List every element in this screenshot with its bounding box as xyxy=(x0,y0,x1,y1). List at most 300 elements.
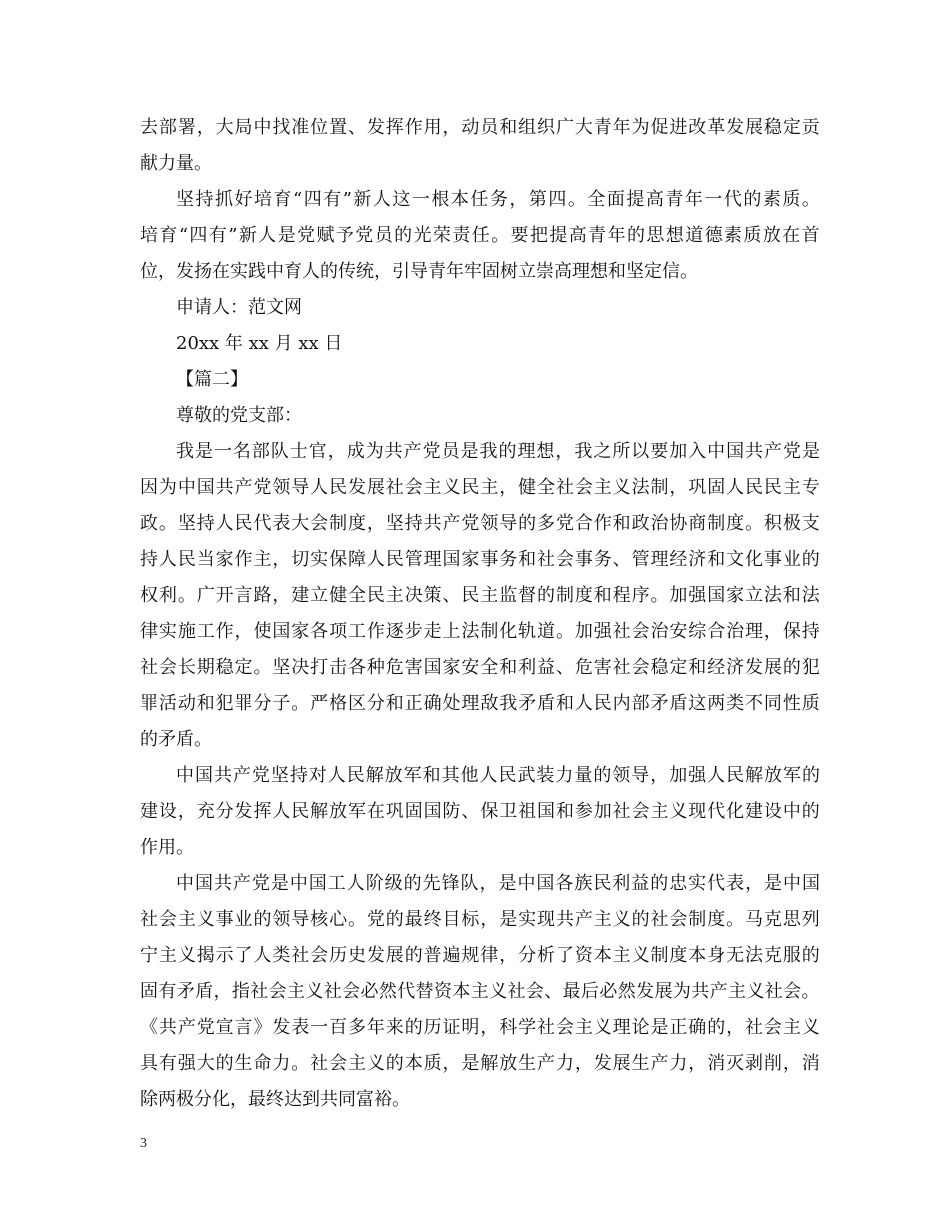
text-glyph: 宁 xyxy=(140,945,158,966)
text-glyph: 是 xyxy=(461,1053,480,1074)
text-glyph: 党 xyxy=(251,873,270,894)
text-glyph: 然 xyxy=(378,981,397,1002)
text-glyph: ， xyxy=(442,117,461,138)
text-glyph: 的 xyxy=(801,801,820,822)
text-glyph: 建 xyxy=(291,585,310,606)
text-glyph: 位 xyxy=(310,117,329,138)
text-glyph: 格 xyxy=(329,693,348,714)
text-glyph: 力 xyxy=(555,1053,574,1074)
text-glyph: 全 xyxy=(587,189,606,210)
text-glyph: 共 xyxy=(213,873,232,894)
text-glyph: 产 xyxy=(764,441,783,462)
text-glyph: 国 xyxy=(194,873,213,894)
text-glyph: 生 xyxy=(518,1053,537,1074)
text-glyph: 会 xyxy=(310,945,329,966)
text-glyph: 贡 xyxy=(801,117,820,138)
text-glyph: 改 xyxy=(688,117,707,138)
text-glyph: 学 xyxy=(518,1017,537,1038)
text-glyph: 社 xyxy=(291,945,310,966)
text-glyph: 盾 xyxy=(195,981,214,1002)
text-glyph: 施 xyxy=(177,621,196,642)
text-glyph: 的 xyxy=(801,549,820,570)
text-glyph: “ xyxy=(178,225,189,246)
text-glyph: 和 xyxy=(499,117,518,138)
text-glyph: 建 xyxy=(745,801,763,822)
text-glyph: 主 xyxy=(158,945,177,966)
text-glyph: 理 xyxy=(423,549,442,570)
text-glyph: 坚 xyxy=(385,513,404,534)
text-glyph: 经 xyxy=(669,549,688,570)
text-glyph: 部 xyxy=(158,117,177,138)
text-glyph: 主 xyxy=(574,1017,593,1038)
text-glyph: 主 xyxy=(470,981,489,1002)
text-glyph: 作 xyxy=(234,549,253,570)
paragraph-start-line xyxy=(140,182,820,218)
text-line xyxy=(140,650,820,686)
text-line xyxy=(140,1046,820,1082)
text-glyph: 会 xyxy=(158,909,177,930)
text-glyph: 发 xyxy=(347,477,366,498)
text-glyph: 发 xyxy=(272,1017,291,1038)
text-glyph: ， xyxy=(688,1053,707,1074)
text-glyph: 法 xyxy=(745,945,763,966)
text-glyph: 命 xyxy=(253,1053,272,1074)
text-glyph: 制 xyxy=(650,945,669,966)
text-glyph: 子 xyxy=(272,693,291,714)
text-glyph: 导 xyxy=(631,765,650,786)
text-glyph: 的 xyxy=(593,765,612,786)
text-glyph: 培 xyxy=(254,189,272,210)
text-glyph: 加 xyxy=(669,441,688,462)
text-glyph: 为 xyxy=(631,117,650,138)
paragraph-start-line xyxy=(140,866,820,902)
text-glyph: 产 xyxy=(234,477,253,498)
text-glyph: 共 xyxy=(384,441,403,462)
text-glyph: 科 xyxy=(499,1017,518,1038)
text-glyph: 政 xyxy=(140,513,158,534)
text-glyph: 宣 xyxy=(215,1017,234,1038)
text-glyph: 和 xyxy=(688,657,707,678)
text-glyph: 产 xyxy=(232,765,251,786)
text-glyph: 多 xyxy=(537,513,556,534)
text-glyph: 管 xyxy=(631,549,650,570)
text-glyph: 制 xyxy=(329,513,348,534)
text-glyph: 历 xyxy=(423,1017,442,1038)
text-line xyxy=(140,938,820,974)
text-glyph: 各 xyxy=(555,873,574,894)
text-glyph: 工 xyxy=(327,873,346,894)
text-glyph: 军 xyxy=(783,765,801,786)
text-glyph: ， xyxy=(480,1017,499,1038)
text-glyph: 、 xyxy=(442,585,461,606)
text-glyph: ， xyxy=(479,873,498,894)
text-line xyxy=(140,542,820,578)
text-glyph: 挥 xyxy=(253,801,272,822)
text-glyph: 代 xyxy=(723,189,742,210)
text-glyph: 强 xyxy=(688,585,707,606)
text-glyph: 思 xyxy=(782,909,801,930)
text-glyph: 长 xyxy=(177,657,196,678)
text-glyph: 盾 xyxy=(537,693,556,714)
text-glyph: 所 xyxy=(612,441,631,462)
text-glyph: 我 xyxy=(176,441,194,462)
text-glyph: 分 xyxy=(215,801,234,822)
text-glyph: 予 xyxy=(335,225,354,246)
text-glyph: 在 xyxy=(366,801,385,822)
text-glyph: 保 xyxy=(480,801,499,822)
text-glyph: 程 xyxy=(612,585,631,606)
text-glyph: 。 xyxy=(555,621,574,642)
text-glyph: 来 xyxy=(385,1017,404,1038)
text-glyph: 务 xyxy=(499,549,518,570)
text-glyph: 。 xyxy=(347,909,366,930)
text-glyph: 步 xyxy=(404,621,423,642)
text-glyph: 民 xyxy=(498,765,517,786)
text-line: 作用。 xyxy=(140,837,194,858)
text-glyph: 民 xyxy=(346,765,365,786)
text-glyph: 历 xyxy=(329,945,348,966)
text-glyph: 百 xyxy=(329,1017,348,1038)
text-glyph: 持 xyxy=(195,189,214,210)
text-glyph: 多 xyxy=(347,1017,366,1038)
text-glyph: 实 xyxy=(310,549,329,570)
text-glyph: 的 xyxy=(403,873,422,894)
text-glyph: 法 xyxy=(631,477,650,498)
text-glyph: 正 xyxy=(404,693,423,714)
text-glyph: 青 xyxy=(665,189,684,210)
text-glyph: 会 xyxy=(525,981,544,1002)
text-glyph: 本 xyxy=(593,945,612,966)
text-glyph: 主 xyxy=(347,1053,366,1074)
text-glyph: 治 xyxy=(650,513,669,534)
text-glyph: 策 xyxy=(423,585,442,606)
text-glyph: 持 xyxy=(289,765,308,786)
text-glyph: 业 xyxy=(782,549,801,570)
text-glyph: 定 xyxy=(669,657,688,678)
text-glyph: 化 xyxy=(745,549,763,570)
text-glyph: 国 xyxy=(442,549,461,570)
text-glyph: 最 xyxy=(562,981,581,1002)
text-glyph: 律 xyxy=(480,945,499,966)
text-glyph: 中 xyxy=(517,873,536,894)
text-glyph: 力 xyxy=(555,765,574,786)
text-glyph: 是 xyxy=(277,225,296,246)
text-glyph: 。 xyxy=(491,225,510,246)
text-glyph: 人 xyxy=(372,189,391,210)
text-glyph: 主 xyxy=(782,1017,801,1038)
text-glyph: 不 xyxy=(745,693,763,714)
text-glyph: 有 xyxy=(158,1053,177,1074)
text-glyph: 度 xyxy=(669,945,688,966)
text-glyph: 。 xyxy=(567,189,586,210)
text-glyph: 生 xyxy=(631,1053,650,1074)
text-glyph: 去 xyxy=(140,117,158,138)
text-glyph: 找 xyxy=(272,117,291,138)
text-glyph: 事 xyxy=(480,549,499,570)
text-glyph: 普 xyxy=(423,945,442,966)
text-glyph: 本 xyxy=(688,945,707,966)
text-glyph: 本 xyxy=(450,189,469,210)
text-glyph: 素 xyxy=(724,225,742,246)
text-glyph: 社 xyxy=(612,657,631,678)
text-glyph: 动 xyxy=(177,693,196,714)
text-glyph: 巩 xyxy=(688,477,707,498)
text-glyph: 我 xyxy=(479,441,498,462)
text-glyph: 质 xyxy=(801,693,820,714)
text-glyph: 矛 xyxy=(650,693,669,714)
text-glyph: 社 xyxy=(537,1017,556,1038)
text-glyph: 士 xyxy=(289,441,308,462)
text-glyph: 正 xyxy=(669,1017,688,1038)
text-glyph: 共 xyxy=(158,1017,177,1038)
text-glyph: 犯 xyxy=(801,657,820,678)
text-glyph: 社 xyxy=(140,657,158,678)
text-line: 献力量。 xyxy=(140,153,212,174)
text-glyph: 和 xyxy=(499,657,518,678)
text-glyph: 民 xyxy=(234,513,253,534)
text-glyph: 消 xyxy=(801,1053,820,1074)
text-glyph: 的 xyxy=(650,873,669,894)
text-glyph: 队 xyxy=(270,441,289,462)
text-glyph: 高 xyxy=(568,225,587,246)
text-glyph: 义 xyxy=(669,801,688,822)
text-glyph: 放 xyxy=(764,765,783,786)
text-glyph: 是 xyxy=(194,441,213,462)
text-glyph: 稳 xyxy=(215,657,234,678)
text-glyph: 社 xyxy=(385,477,404,498)
text-glyph: 然 xyxy=(617,981,636,1002)
text-glyph: 度 xyxy=(347,513,366,534)
text-glyph: 的 xyxy=(801,765,820,786)
text-glyph: 党 xyxy=(422,441,441,462)
text-glyph: 。 xyxy=(177,585,196,606)
text-glyph: 放 xyxy=(384,765,403,786)
text-glyph: 理 xyxy=(745,621,763,642)
text-glyph: 生 xyxy=(234,1053,253,1074)
text-glyph: 官 xyxy=(308,441,327,462)
text-glyph: 逐 xyxy=(385,621,404,642)
text-glyph: 法 xyxy=(461,621,480,642)
text-glyph: 表 xyxy=(291,1017,310,1038)
text-glyph: 化 xyxy=(726,801,745,822)
text-glyph: 国 xyxy=(194,765,213,786)
text-line xyxy=(140,506,820,542)
text-line xyxy=(140,614,820,650)
text-glyph: 期 xyxy=(196,657,215,678)
text-glyph: 中 xyxy=(782,801,801,822)
text-glyph: 益 xyxy=(537,657,556,678)
text-glyph: 表 xyxy=(272,513,291,534)
text-glyph: 治 xyxy=(650,621,669,642)
text-glyph: ， xyxy=(366,513,385,534)
text-glyph: 领 xyxy=(272,477,291,498)
text-glyph: 的 xyxy=(626,225,645,246)
text-glyph: 。 xyxy=(745,513,763,534)
text-glyph: 会 xyxy=(631,801,650,822)
text-glyph: 的 xyxy=(404,1017,423,1038)
text-glyph: 定 xyxy=(234,657,253,678)
text-glyph: 的 xyxy=(743,189,762,210)
text-glyph: ， xyxy=(650,765,669,786)
text-glyph: 中 xyxy=(783,873,801,894)
text-glyph: 国 xyxy=(423,801,442,822)
text-glyph: 准 xyxy=(291,117,310,138)
text-glyph: 现 xyxy=(688,801,707,822)
text-glyph: 解 xyxy=(480,1053,499,1074)
text-glyph: 中 xyxy=(253,117,272,138)
text-glyph: 展 xyxy=(366,477,385,498)
text-line xyxy=(140,686,820,722)
text-glyph: 在 xyxy=(782,225,801,246)
text-glyph: 国 xyxy=(537,801,556,822)
text-glyph: 害 xyxy=(404,657,423,678)
text-glyph: 局 xyxy=(234,117,253,138)
text-glyph: 发 xyxy=(593,1053,612,1074)
text-glyph: 证 xyxy=(442,1017,461,1038)
text-line: 位，发扬在实践中育人的传统，引导青年牢固树立崇高理想和坚定信。 xyxy=(140,261,698,282)
text-glyph: 合 xyxy=(707,621,726,642)
text-glyph: 抓 xyxy=(215,189,233,210)
text-glyph: 督 xyxy=(518,585,537,606)
text-glyph: 党 xyxy=(251,765,270,786)
text-glyph: 管 xyxy=(404,549,423,570)
text-glyph: 明 xyxy=(461,1017,480,1038)
text-glyph: 安 xyxy=(461,657,480,678)
text-glyph: 产 xyxy=(709,981,728,1002)
text-glyph: 会 xyxy=(158,657,177,678)
text-glyph: 人 xyxy=(310,477,329,498)
text-glyph: 会 xyxy=(310,513,329,534)
text-glyph: 和 xyxy=(782,585,801,606)
text-glyph: 家 xyxy=(726,585,745,606)
text-glyph: 员 xyxy=(480,117,499,138)
text-glyph: 文 xyxy=(726,549,745,570)
text-glyph: 中 xyxy=(176,873,194,894)
text-glyph: 展 xyxy=(385,945,404,966)
text-glyph: 商 xyxy=(688,513,707,534)
text-glyph: 。 xyxy=(650,585,669,606)
text-glyph: ， xyxy=(272,585,291,606)
text-glyph: 加 xyxy=(669,765,688,786)
text-glyph: 确 xyxy=(688,1017,707,1038)
text-glyph: 无 xyxy=(726,945,745,966)
text-glyph: ， xyxy=(234,621,253,642)
text-glyph: 主 xyxy=(177,909,196,930)
text-glyph: 社 xyxy=(764,981,783,1002)
text-glyph: 和 xyxy=(518,549,537,570)
text-glyph: 想 xyxy=(536,441,555,462)
text-glyph: 置 xyxy=(329,117,348,138)
text-glyph: 民 xyxy=(745,477,763,498)
text-line xyxy=(140,578,820,614)
text-glyph: 为 xyxy=(365,441,384,462)
text-glyph: 业 xyxy=(234,909,253,930)
text-glyph: 终 xyxy=(423,909,442,930)
text-glyph: 道 xyxy=(685,225,704,246)
text-glyph: 导 xyxy=(291,909,310,930)
text-glyph: 中 xyxy=(707,441,726,462)
text-glyph: 质 xyxy=(423,1053,442,1074)
text-glyph: 类 xyxy=(272,945,291,966)
text-glyph: 会 xyxy=(268,981,287,1002)
text-glyph: 《 xyxy=(140,1017,158,1038)
text-glyph: 决 xyxy=(404,585,423,606)
text-glyph: 之 xyxy=(593,441,612,462)
text-glyph: 我 xyxy=(574,441,593,462)
text-glyph: 加 xyxy=(574,621,593,642)
text-glyph: 一 xyxy=(310,1017,329,1038)
text-glyph: ， xyxy=(272,549,291,570)
text-glyph: 年 xyxy=(612,117,631,138)
text-glyph: 和 xyxy=(555,801,574,822)
text-glyph: 益 xyxy=(631,873,650,894)
text-glyph: 提 xyxy=(549,225,568,246)
text-glyph: 论 xyxy=(631,1017,650,1038)
text-glyph: 替 xyxy=(415,981,434,1002)
text-glyph: 光 xyxy=(413,225,432,246)
text-glyph: 代 xyxy=(397,981,416,1002)
text-glyph: 灭 xyxy=(726,1053,745,1074)
text-glyph: 的 xyxy=(782,657,801,678)
text-glyph: 提 xyxy=(626,189,645,210)
text-glyph: 大 xyxy=(574,117,593,138)
text-glyph: 分 xyxy=(518,945,537,966)
text-glyph: 发 xyxy=(726,117,745,138)
text-glyph: 本 xyxy=(452,981,471,1002)
text-glyph: 党 xyxy=(297,225,316,246)
text-glyph: 署 xyxy=(177,117,196,138)
text-glyph: 开 xyxy=(215,585,234,606)
text-glyph: 资 xyxy=(574,945,593,966)
text-glyph: 阶 xyxy=(365,873,384,894)
text-glyph: 员 xyxy=(374,225,393,246)
text-glyph: 量 xyxy=(574,765,593,786)
text-glyph: 。 xyxy=(291,693,310,714)
text-glyph: 一 xyxy=(213,441,232,462)
text-glyph: 剥 xyxy=(745,1053,763,1074)
text-glyph: 化 xyxy=(499,621,518,642)
text-glyph: 坚 xyxy=(270,765,289,786)
text-glyph: 合 xyxy=(574,513,593,534)
text-glyph: 安 xyxy=(669,621,688,642)
text-glyph: 广 xyxy=(555,117,574,138)
text-glyph: 的 xyxy=(498,441,517,462)
text-glyph: 、 xyxy=(544,981,563,1002)
text-glyph: 会 xyxy=(783,981,802,1002)
text-glyph: 义 xyxy=(366,1053,385,1074)
text-glyph: 健 xyxy=(518,477,537,498)
text-glyph: 发 xyxy=(234,801,253,822)
text-glyph: 。 xyxy=(158,513,177,534)
text-glyph: 资 xyxy=(434,981,452,1002)
text-glyph: 示 xyxy=(215,945,234,966)
text-glyph: “ xyxy=(293,189,303,210)
text-glyph: 分 xyxy=(366,693,385,714)
text-glyph: ， xyxy=(669,477,688,498)
text-glyph: 以 xyxy=(631,441,650,462)
text-glyph: 务 xyxy=(593,549,612,570)
text-glyph: 极 xyxy=(782,513,801,534)
text-glyph: 大 xyxy=(215,117,234,138)
text-glyph: ， xyxy=(213,981,232,1002)
text-glyph: 年 xyxy=(607,225,626,246)
text-glyph: 全 xyxy=(480,657,499,678)
text-glyph: 事 xyxy=(574,549,593,570)
text-glyph: 坚 xyxy=(177,513,196,534)
text-line xyxy=(140,110,820,146)
text-glyph: 使 xyxy=(253,621,272,642)
text-glyph: 。 xyxy=(726,909,745,930)
